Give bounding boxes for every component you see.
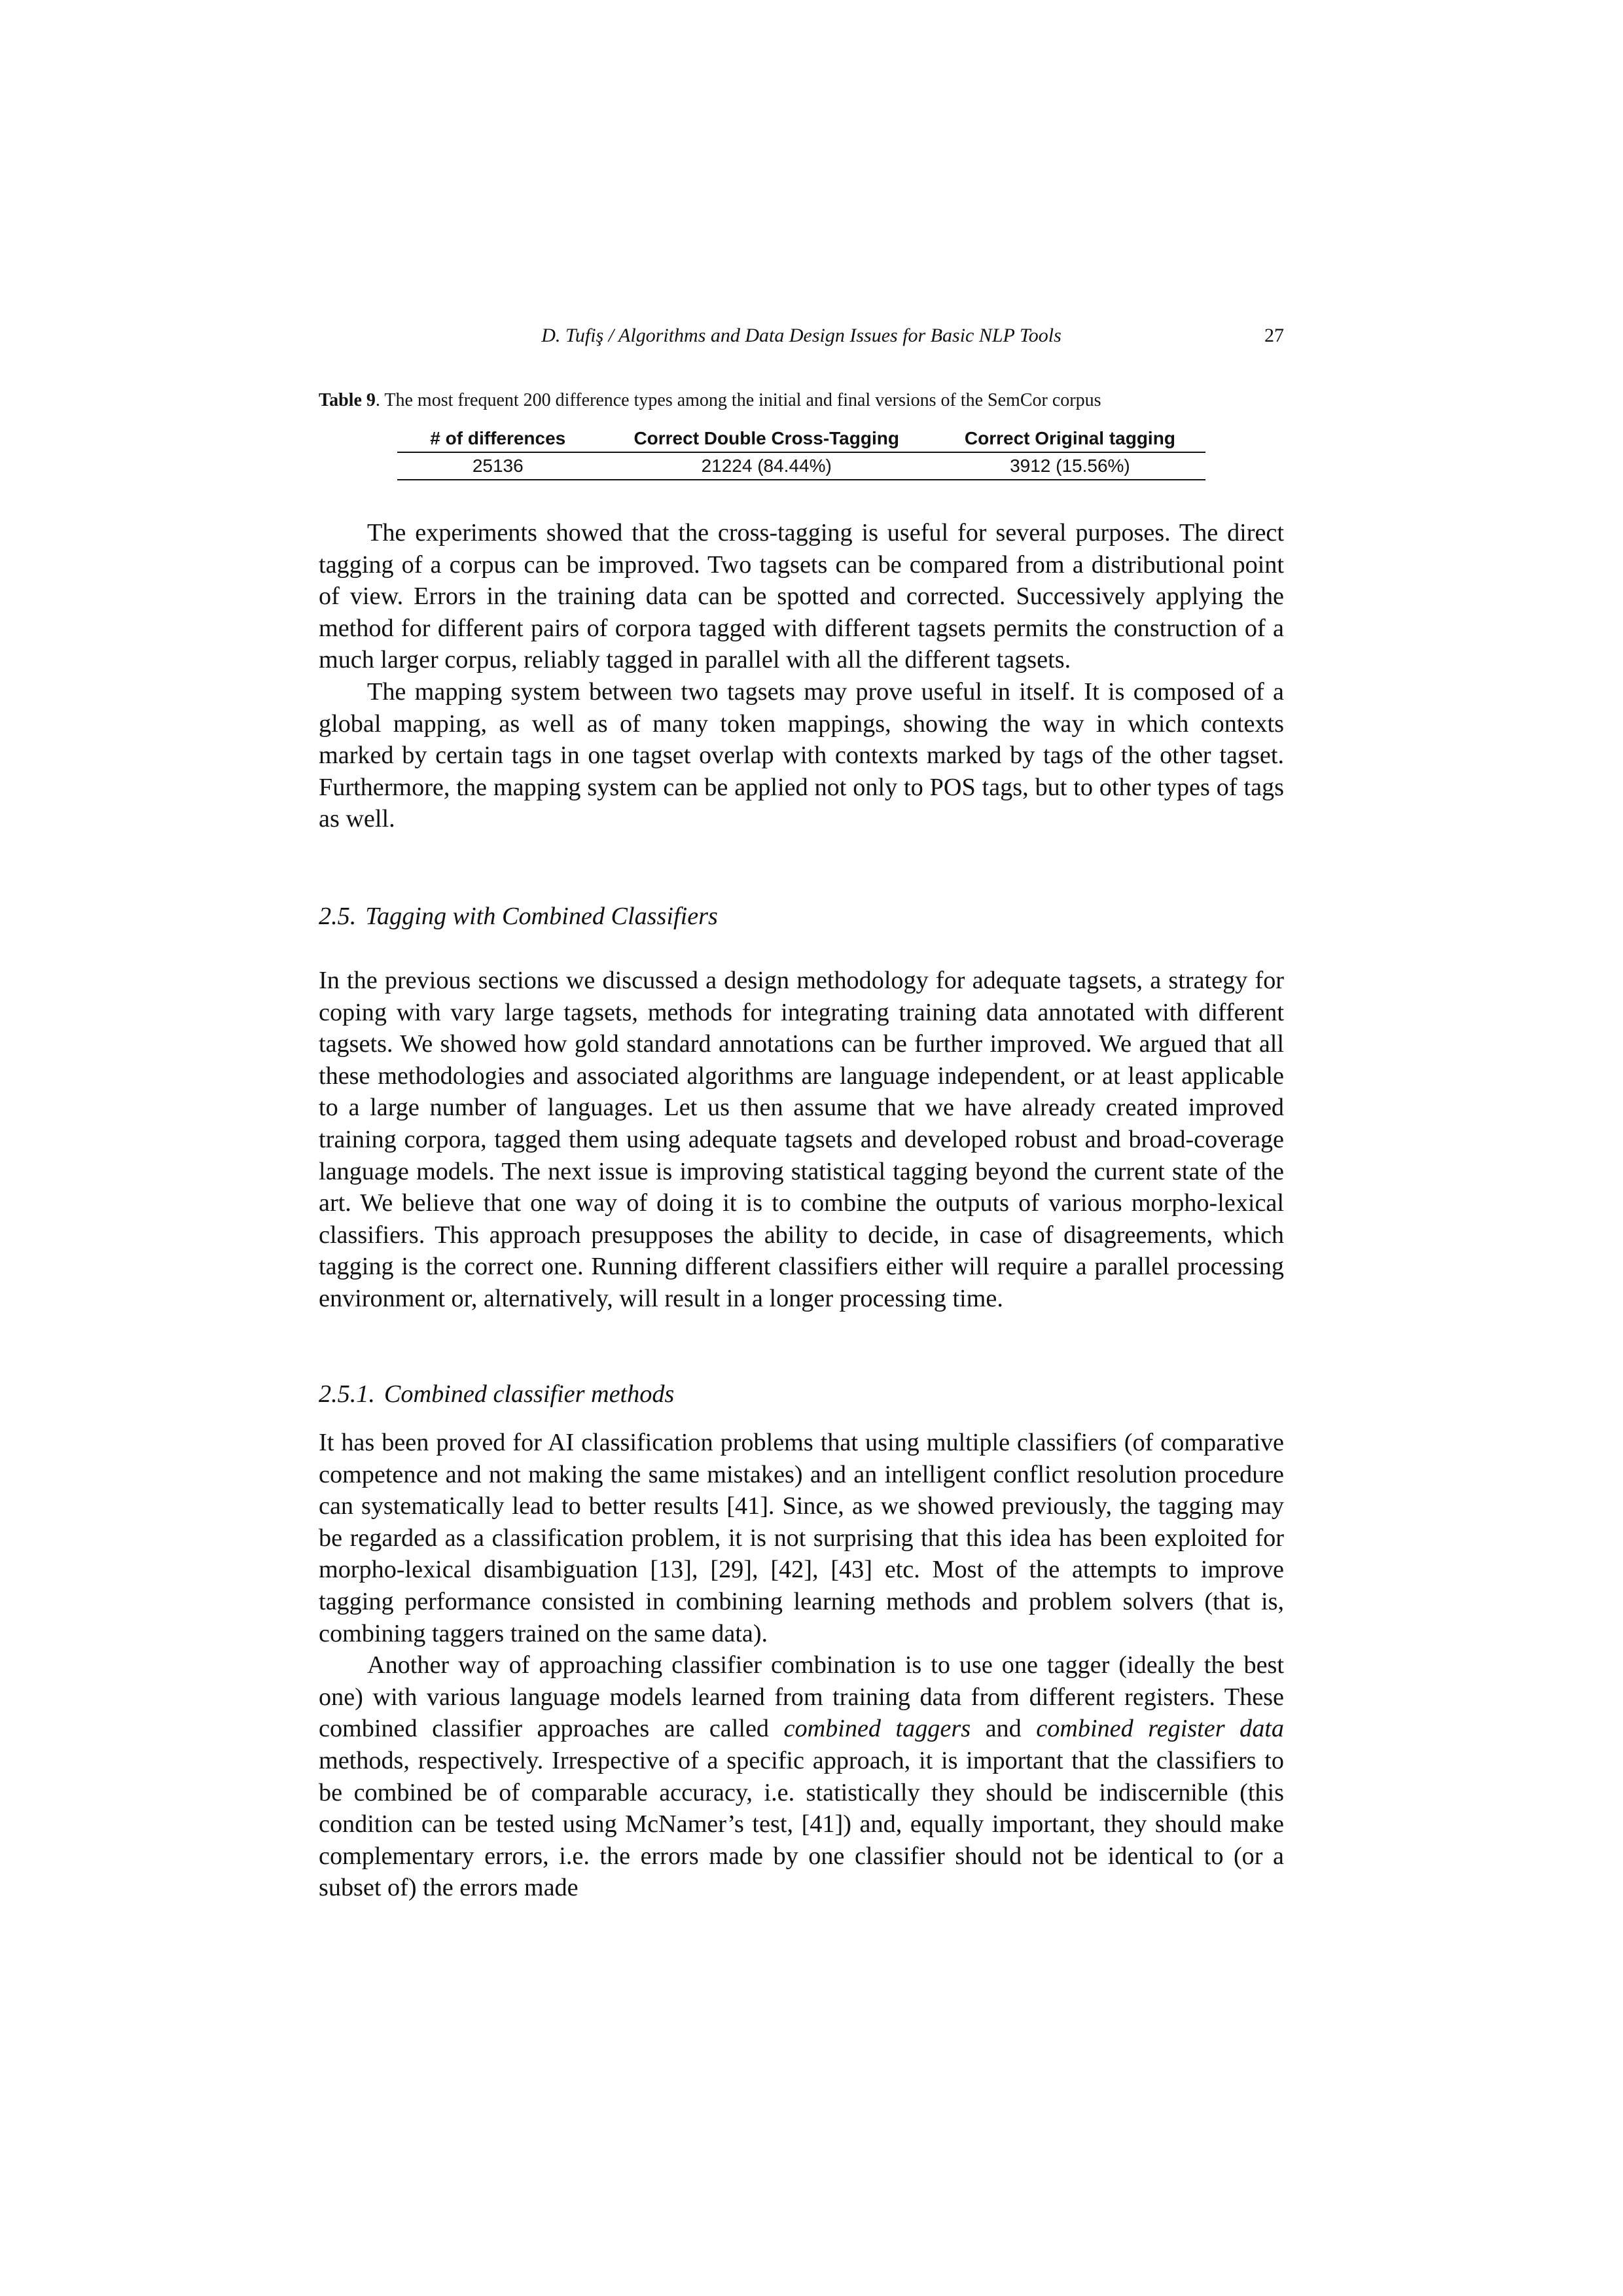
table-cell-differences: 25136: [397, 452, 599, 480]
section-heading-2-5: [319, 901, 1284, 932]
body-block-3: [319, 1427, 1284, 1904]
table-cell-cross-tagging: 21224 (84.44%): [599, 452, 935, 480]
table-header-original-tagging: Correct Original tagging: [935, 425, 1205, 452]
table-header-differences: # of differences: [397, 425, 599, 452]
emphasis-combined-taggers: combined taggers: [783, 1715, 971, 1743]
section-title: Tagging with Combined Classifiers: [365, 903, 718, 930]
paragraph-previous-sections: In the previous sections we discussed a design methodology for adequate tagsets, a strategy for coping with vary large tagsets, methods for integrating training data annotated with different tagsets. We showed how gold standard annotations can be further improved. We argued that all these methodologies and associated algorithms are language independent, or at least applicable to a large number of languages. Let us then assume that we have already created improved training corpora, tagged them using adequate tagsets and developed robust and broad-coverage language models. The next issue is improving statistical tagging beyond the current state of the art. We believe that one way of doing it is to combine the outputs of various morpho-lexical classifiers. This approach presupposes the ability to decide, in case of disagreements, which tagging is the correct one. Running different classifiers either will require a parallel processing environment or, alternatively, will result in a longer processing time.: [319, 967, 1284, 1312]
body-block-1: [319, 517, 1284, 835]
page-number: 27: [1264, 325, 1284, 346]
table-caption: [319, 387, 1284, 414]
table-header-row: [397, 425, 1205, 452]
paragraph-multiple-classifiers: It has been proved for AI classification problems that using multiple classifiers (of comparative competence and not making the same mistakes) and an intelligent conflict resolution procedure can systematically lead to better results [41]. Since, as we showed previously, the tagging may be regarded as a classification problem, it is not surprising that this idea has been exploited for morpho-lexical disambiguation [13], [29], [42], [43] etc. Most of the attempts to improve tagging performance consisted in combining learning methods and problem solvers (that is, combining taggers trained on the same data).: [319, 1429, 1284, 1647]
paragraph-cross-tagging: The experiments showed that the cross-tagging is useful for several purposes. The direct tagging of a corpus can be improved. Two tagsets can be compared from a distributional point of view. Errors in the training data can be spotted and corrected. Successively applying the method for different pairs of corpora tagged with different tagsets permits the construction of a much larger corpus, reliably tagged in parallel with all the different tagsets.: [319, 519, 1284, 674]
table-cell-original-tagging: 3912 (15.56%): [935, 452, 1205, 480]
section-number: 2.5.: [319, 903, 357, 930]
subsection-title: Combined classifier methods: [383, 1380, 675, 1408]
text-run: Another way of approaching classifier combination is to use one tagger (ideally the best one) with various language models learned from training data from different registers. These combined classifier approaches are called: [319, 1651, 1284, 1743]
differences-table: [397, 425, 1205, 480]
table-caption-text: . The most frequent 200 difference types among the initial and final versions of the SemCor corpus: [375, 390, 1101, 410]
table-header-cross-tagging: Correct Double Cross-Tagging: [599, 425, 935, 452]
text-run: and: [971, 1715, 1037, 1743]
text-run: methods, respectively. Irrespective of a specific approach, it is important that the classifiers to be combined be of comparable accuracy, i.e. statistically they should be indiscernible (this condition can be tested using McNamer’s test, [41]) and, equally important, they should make complementary errors, i.e. the errors made by one classifier should not be identical to (or a subset of) the errors made: [319, 1746, 1284, 1902]
section-heading-2-5-1: [319, 1378, 1284, 1410]
running-header: [319, 319, 1284, 352]
table-row: [397, 452, 1205, 480]
body-block-2: [319, 965, 1284, 1315]
table-caption-label: Table 9: [319, 390, 376, 410]
emphasis-combined-register-data: combined register data: [1036, 1715, 1285, 1743]
paragraph-mapping-system: The mapping system between two tagsets may prove useful in itself. It is composed of a global mapping, as well as of many token mappings, showing the way in which contexts marked by certain tags in one tagset overlap with contexts marked by tags of the other tagset. Furthermore, the mapping system can be applied not only to POS tags, but to other types of tags as well.: [319, 677, 1284, 833]
paragraph-classifier-combination: [319, 1649, 1284, 1904]
subsection-number: 2.5.1.: [319, 1380, 375, 1408]
running-title: D. Tufiş / Algorithms and Data Design Issues for Basic NLP Tools: [541, 325, 1061, 346]
